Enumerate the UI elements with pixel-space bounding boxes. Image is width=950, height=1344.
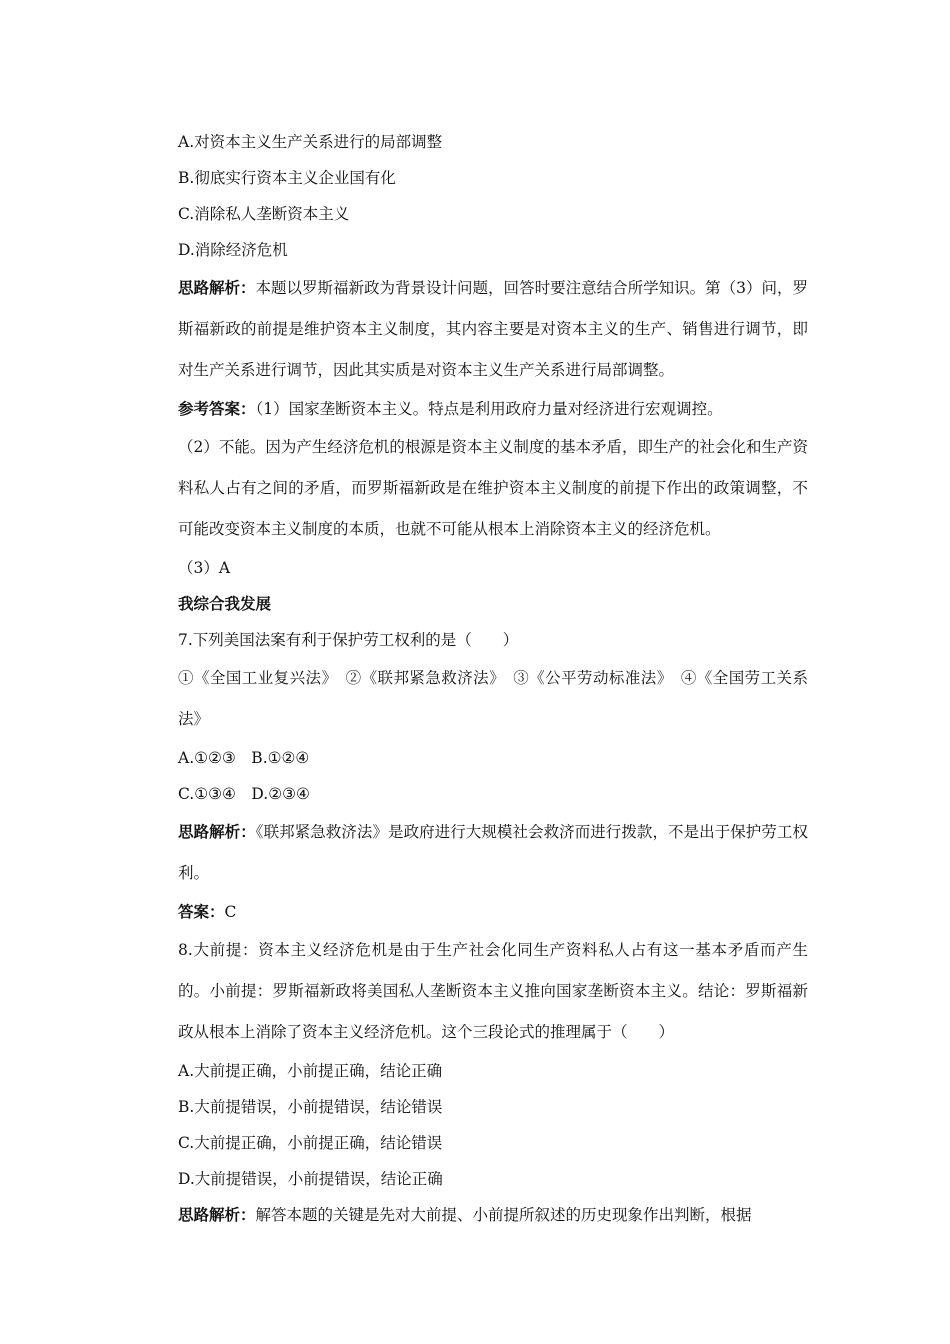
q7-options-cd: C.①③④ D.②③④ (178, 785, 310, 803)
q8-analysis-label: 思路解析： (178, 1206, 256, 1224)
q7-stem: 7.下列美国法案有利于保护劳工权利的是（ ） (178, 631, 519, 649)
q7-answer-label: 答案： (178, 903, 225, 921)
q6-answer-label: 参考答案： (178, 400, 256, 418)
q7-items: ①《全国工业复兴法》 ②《联邦紧急救济法》 ③《公平劳动标准法》 ④《全国劳工关系法》 (178, 669, 808, 728)
q8-analysis-text: 解答本题的关键是先对大前提、小前提所叙述的历史现象作出判断，根据 (255, 1206, 752, 1224)
page-content (144, 124, 808, 1233)
q7-options-ab: A.①②③ B.①②④ (178, 749, 310, 767)
q6-option-a: A.对资本主义生产关系进行的局部调整 (178, 133, 443, 151)
q7-analysis (144, 812, 808, 894)
section-heading: 我综合我发展 (178, 595, 272, 613)
q7-answer-text: C (224, 903, 237, 921)
q6-answer-line1 (144, 391, 808, 427)
q8-option-a: A.大前提正确，小前提正确，结论正确 (178, 1062, 443, 1080)
q8-option-b: B.大前提错误，小前提错误，结论错误 (178, 1098, 443, 1116)
q8-option-c: C.大前提正确，小前提正确，结论错误 (178, 1134, 443, 1152)
q8-analysis (144, 1197, 808, 1233)
q6-option-d: D.消除经济危机 (178, 241, 288, 259)
q7-analysis-text: 《联邦紧急救济法》是政府进行大规模社会救济而进行拨款，不是出于保护劳工权利。 (178, 823, 808, 882)
q7-answer (144, 894, 808, 930)
q8-stem: 8.大前提：资本主义经济危机是由于生产社会化同生产资料私人占有这一基本矛盾而产生的。小前提：罗斯福新政将美国私人垄断资本主义推向国家垄断资本主义。结论：罗斯福新政从根本上消除了资本主义经济危机。这个三段论式的推理属于（ ） (178, 941, 808, 1041)
q6-answer-part1: （1）国家垄断资本主义。特点是利用政府力量对经济进行宏观调控。 (255, 400, 723, 418)
q6-analysis-label: 思路解析： (178, 279, 256, 297)
q7-analysis-label: 思路解析： (178, 823, 256, 841)
q6-option-c: C.消除私人垄断资本主义 (178, 205, 350, 223)
q6-answer-part2: （2）不能。因为产生经济危机的根源是资本主义制度的基本矛盾，即生产的社会化和生产资料私人占有之间的矛盾，而罗斯福新政是在维护资本主义制度的前提下作出的政策调整，不可能改变资本主义制度的本质，也就不可能从根本上消除资本主义的经济危机。 (178, 438, 808, 538)
q6-analysis-text: 本题以罗斯福新政为背景设计问题，回答时要注意结合所学知识。第（3）问，罗斯福新政的前提是维护资本主义制度，其内容主要是对资本主义的生产、销售进行调节，即对生产关系进行调节，因此其实质是对资本主义生产关系进行局部调整。 (178, 279, 808, 379)
q6-option-b: B.彻底实行资本主义企业国有化 (178, 169, 396, 187)
q6-analysis (144, 268, 808, 391)
q6-answer-part3: （3）A (178, 559, 231, 577)
q8-option-d: D.大前提错误，小前提错误，结论正确 (178, 1170, 443, 1188)
